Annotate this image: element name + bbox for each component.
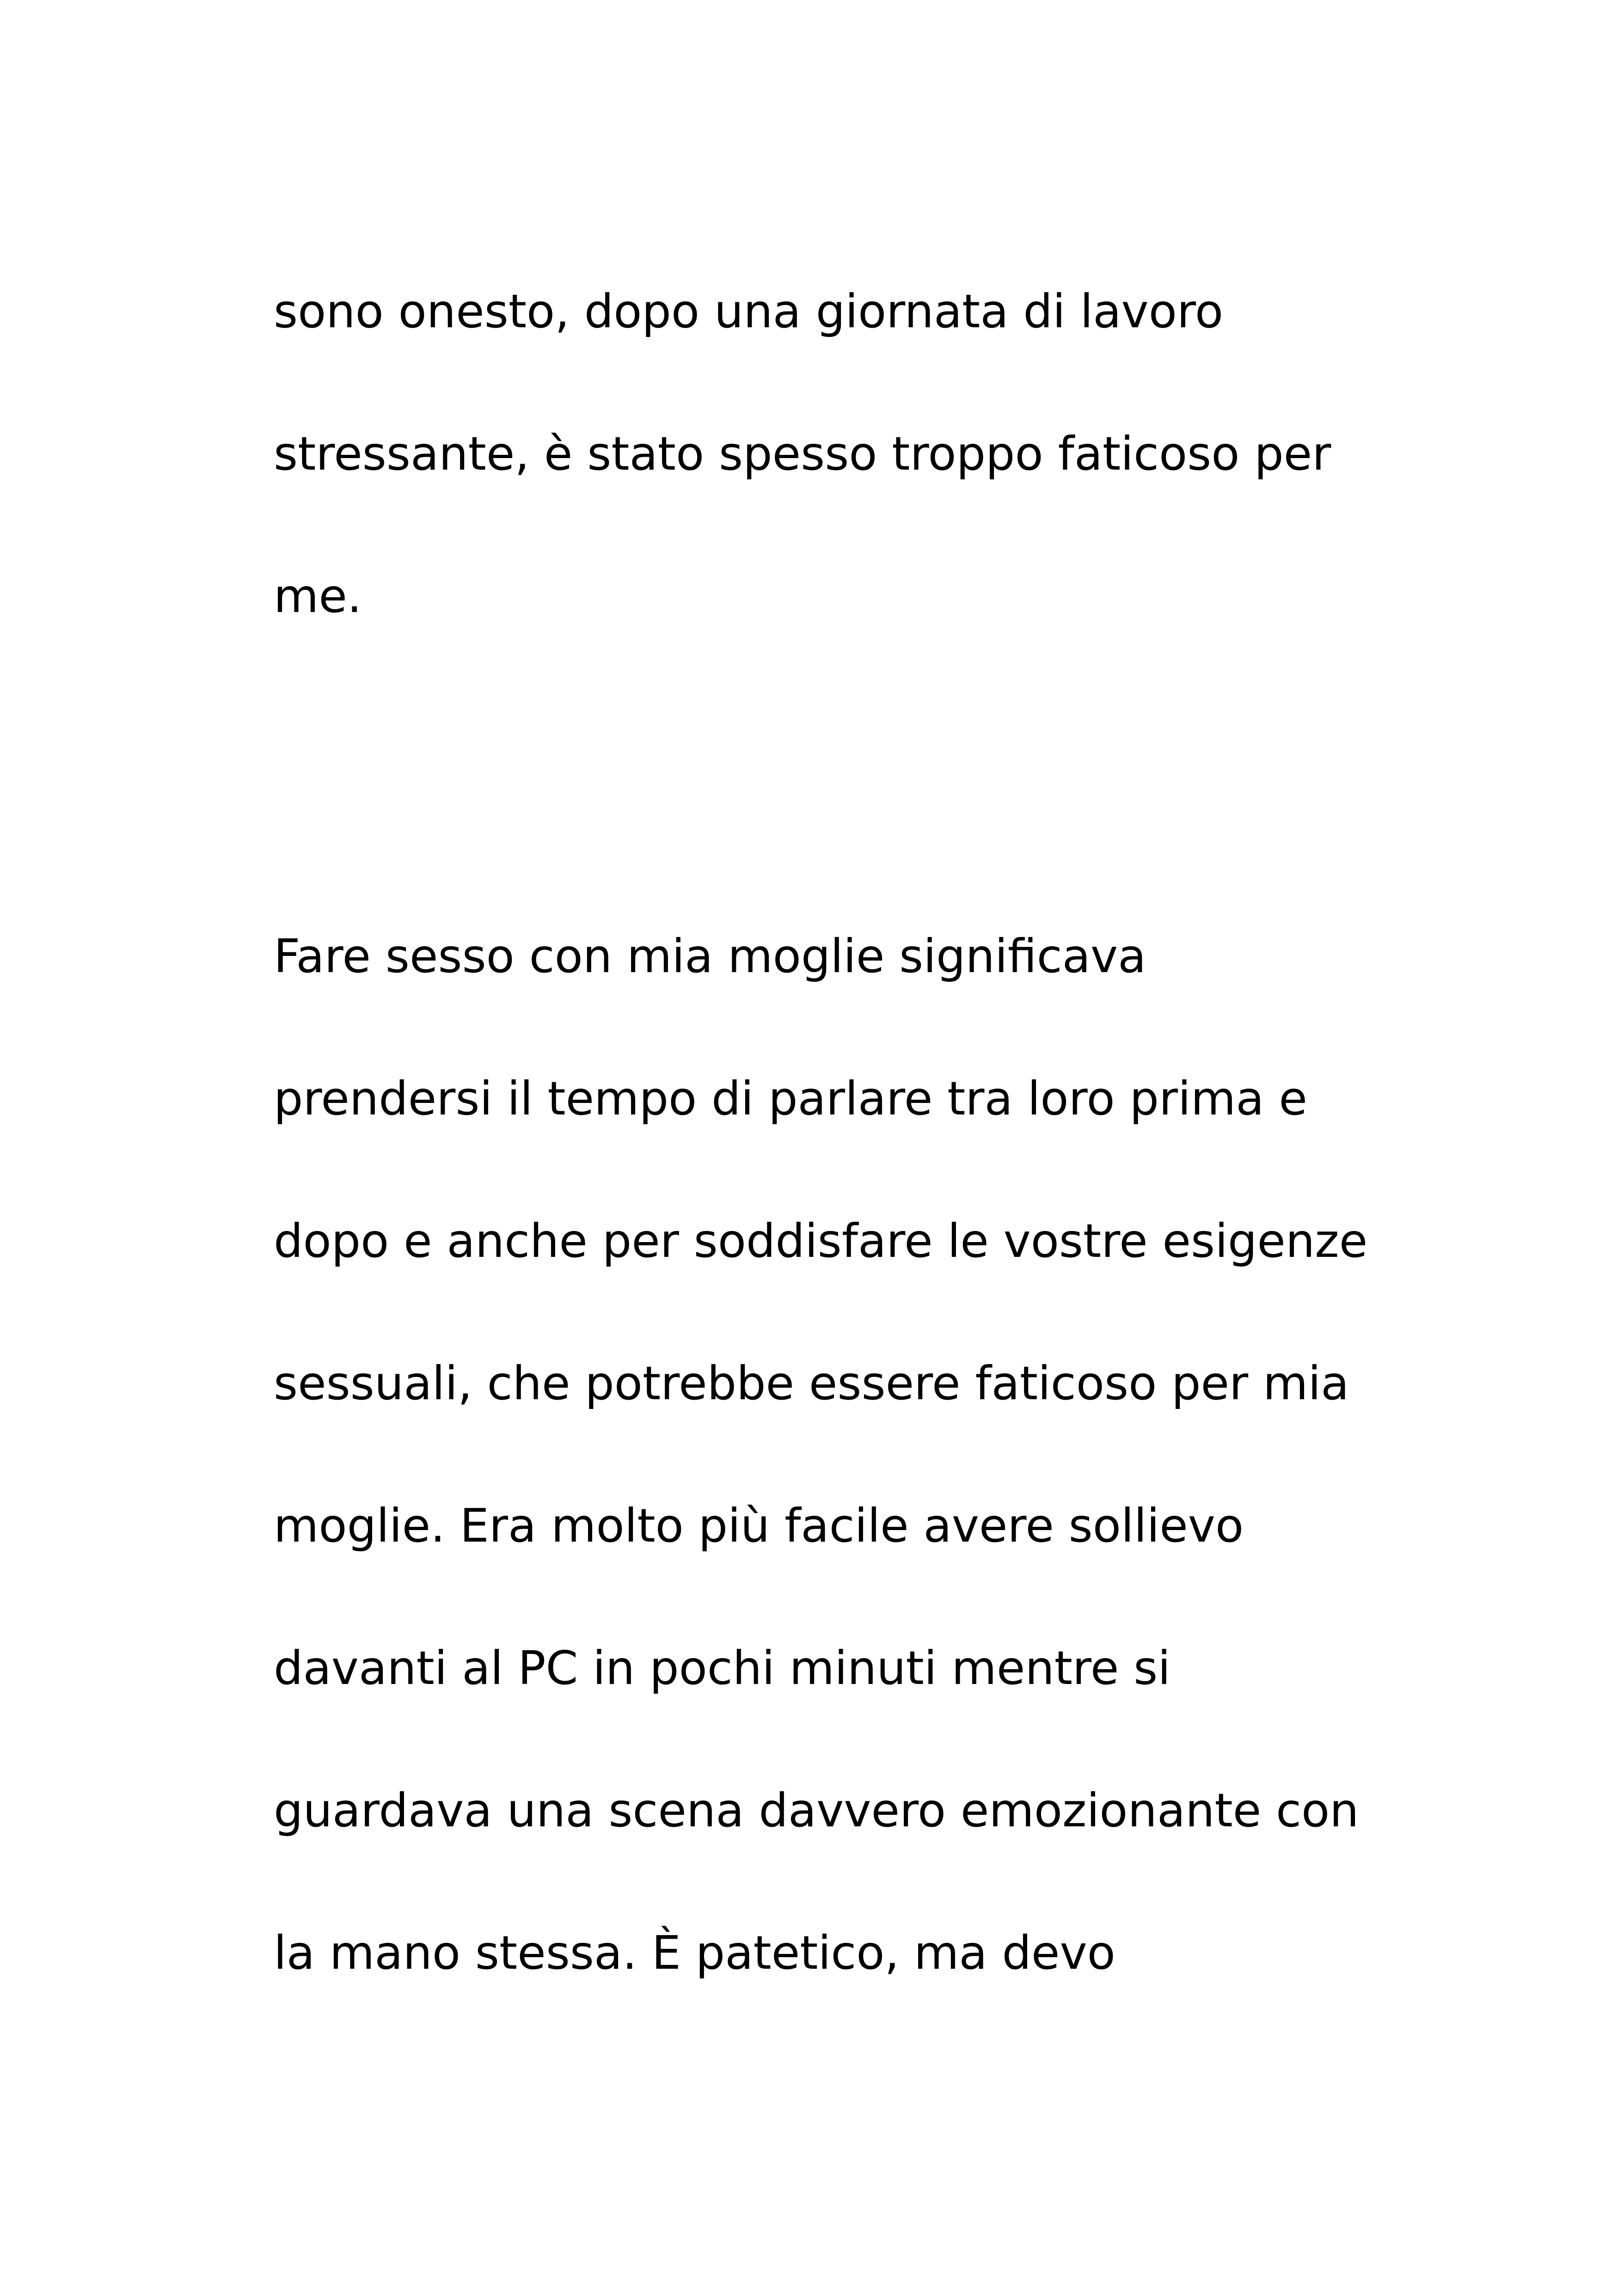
text-line: sono onesto, dopo una giornata di lavoro <box>274 284 1224 338</box>
text-line: moglie. Era molto più facile avere sollievo <box>274 1499 1244 1553</box>
text-line: prendersi il tempo di parlare tra loro prima e <box>274 1071 1307 1126</box>
paragraph-1 <box>274 240 1429 667</box>
text-line: Fare sesso con mia moglie significava <box>274 929 1146 983</box>
text-line: stressante, è stato spesso troppo faticoso per <box>274 427 1331 481</box>
text-line: guardava una scena davvero emozionante con <box>274 1783 1359 1837</box>
text-line: sessuali, che potrebbe essere faticoso per mia <box>274 1356 1349 1410</box>
text-line: me. <box>274 569 362 623</box>
text-line: dopo e anche per soddisfare le vostre esigenze <box>274 1214 1368 1268</box>
text-line: la mano stessa. È patetico, ma devo <box>274 1926 1115 1980</box>
text-line: davanti al PC in pochi minuti mentre si <box>274 1641 1171 1695</box>
paragraph-2 <box>274 885 1429 2024</box>
